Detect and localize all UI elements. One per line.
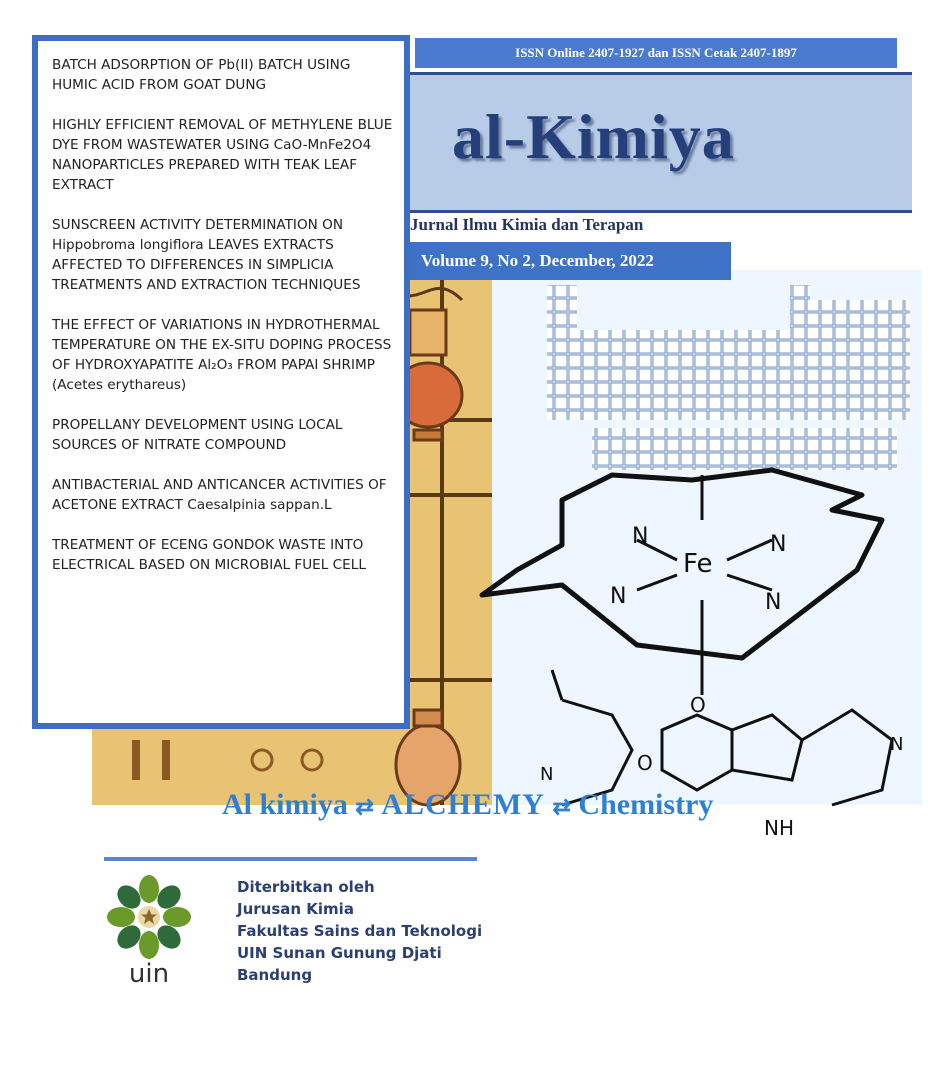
publisher-line: UIN Sunan Gunung Djati — [237, 944, 442, 962]
nitrogen-label: N — [540, 764, 554, 785]
volume-banner: Volume 9, No 2, December, 2022 — [405, 242, 731, 280]
article-title: SUNSCREEN ACTIVITY DETERMINATION ON Hippobroma longiflora LEAVES EXTRACTS AFFECTED TO DIFFERENCES IN SIMPLICIA TREATMENTS AND EXTRACTION TECHNIQUES — [52, 217, 361, 293]
article-title: THE EFFECT OF VARIATIONS IN HYDROTHERMAL TEMPERATURE ON THE EX-SITU DOPING PROCESS OF HYDROXYAPATITE Al₂O₃ FROM PAPAI SHRIMP (Acetes erythareus) — [52, 317, 392, 393]
nh-label: NH — [764, 816, 794, 835]
issn-banner: ISSN Online 2407-1927 dan ISSN Cetak 2407-1897 — [415, 38, 897, 68]
nitrogen-label: N — [770, 532, 787, 557]
journal-subtitle: Jurnal Ilmu Kimia dan Terapan — [410, 215, 644, 234]
equilibrium-arrow-icon: ⇄ — [552, 794, 571, 819]
article-title: PROPELLANY DEVELOPMENT USING LOCAL SOURCES OF NITRATE COMPOUND — [52, 417, 343, 453]
equilibrium-arrow-icon: ⇄ — [355, 794, 374, 819]
nitrogen-label: N — [610, 584, 627, 609]
footer-divider — [104, 857, 477, 861]
publisher-info — [237, 876, 482, 986]
article-title: TREATMENT OF ECENG GONDOK WASTE INTO ELECTRICAL BASED ON MICROBIAL FUEL CELL — [52, 537, 366, 573]
iron-atom-label: Fe — [683, 549, 713, 579]
article-title: BATCH ADSORPTION OF Pb(II) BATCH USING HUMIC ACID FROM GOAT DUNG — [52, 57, 351, 93]
article-title: ANTIBACTERIAL AND ANTICANCER ACTIVITIES OF ACETONE EXTRACT Caesalpinia sappan.L — [52, 477, 387, 513]
nitrogen-label: N — [765, 590, 782, 615]
article-list — [32, 35, 410, 729]
publisher-line: Fakultas Sains dan Teknologi — [237, 922, 483, 940]
nitrogen-label: N — [632, 524, 649, 549]
oxygen-label: O — [637, 751, 653, 775]
tagline-chemistry: Chemistry — [578, 788, 714, 821]
publisher-line: Jurusan Kimia — [237, 900, 354, 918]
tagline-alchemy: ALCHEMY — [381, 788, 545, 821]
uin-logo-icon — [90, 872, 208, 990]
article-title: HIGHLY EFFICIENT REMOVAL OF METHYLENE BLUE DYE FROM WASTEWATER USING CaO-MnFe2O4 NANOPARTICLES PREPARED WITH TEAK LEAF EXTRACT — [52, 117, 393, 193]
publisher-line: Bandung — [237, 966, 313, 984]
oxygen-label: O — [690, 693, 706, 717]
nitrogen-label: N — [890, 734, 904, 755]
tagline-al-kimiya: Al kimiya — [222, 788, 348, 821]
tagline — [222, 788, 713, 822]
publisher-line: Diterbitkan oleh — [237, 878, 375, 896]
journal-title: al-Kimiya — [452, 101, 735, 172]
uin-logo-text: uin — [128, 959, 170, 989]
